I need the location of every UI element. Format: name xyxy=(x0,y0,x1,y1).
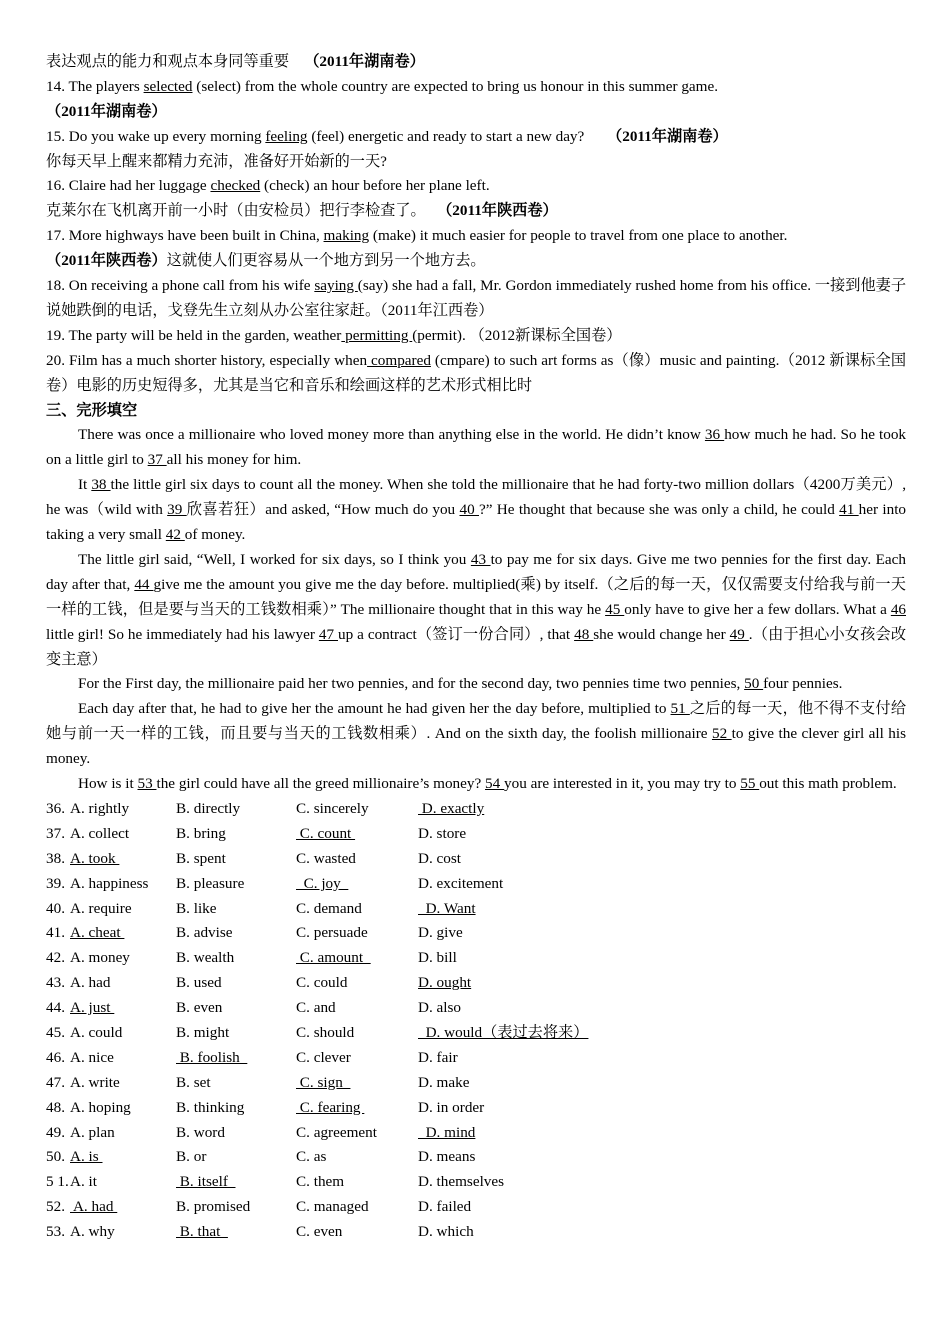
question-14 xyxy=(46,75,906,100)
passage-text: 之后的每一天，他不得不支付给她与前一天一样的工钱，而且要与当天的工钱数相乘）. And on the sixth day, the foolish millionaire xyxy=(46,700,907,743)
option-choice: B. word xyxy=(176,1123,225,1141)
question-text: (select) from the whole country are expected to bring us honour in this summer game. xyxy=(192,77,719,95)
source-tag: （2011年陕西卷） xyxy=(46,252,167,270)
blank-38: 38 xyxy=(91,476,111,494)
passage-text: all his money for him. xyxy=(166,451,302,469)
option-choice: A. happiness xyxy=(70,874,149,892)
blank-54: 54 xyxy=(485,775,505,793)
option-number: 47. xyxy=(46,1073,69,1091)
intro-line xyxy=(46,50,906,75)
translation-line xyxy=(46,150,906,175)
question-text: 18. On receiving a phone call from his wife xyxy=(46,277,315,295)
option-choice: B. wealth xyxy=(176,949,235,967)
blank-52: 52 xyxy=(711,725,732,743)
option-choice: C. persuade xyxy=(296,924,368,942)
option-choice: D. make xyxy=(418,1073,470,1091)
option-choice: C. clever xyxy=(296,1048,351,1066)
passage-text: to give the clever girl all his money. xyxy=(46,725,906,768)
answer-blank: feeling xyxy=(265,127,308,145)
passage-paragraph-5 xyxy=(46,697,906,772)
option-choice: D. which xyxy=(418,1223,474,1241)
option-choice: D. means xyxy=(418,1148,476,1166)
option-number: 48. xyxy=(46,1098,69,1116)
passage-text: only have to give her a few dollars. What a xyxy=(624,600,891,618)
blank-48: 48 xyxy=(574,625,594,643)
translation-text: 这就使人们更容易从一个地方到另一个地方去。 xyxy=(166,252,486,270)
option-choice: A. plan xyxy=(70,1123,115,1141)
option-number: 46. xyxy=(46,1048,69,1066)
option-answer: D. Want xyxy=(418,899,476,917)
source-tag: （2011年湖南卷） xyxy=(46,102,167,120)
question-text: (cmpare) to such art forms as（像）music and painting.（2012 xyxy=(430,351,826,369)
option-choice: A. could xyxy=(70,1024,123,1042)
option-choice: B. directly xyxy=(176,800,241,818)
option-number: 42. xyxy=(46,949,69,967)
translation-text: 新课标全国卷）电影的历史短得多，尤其是当它和音乐和绘画这样的艺术形式相比时 xyxy=(46,351,907,394)
passage-text: you are interested in it, you may try to xyxy=(504,775,741,793)
option-row xyxy=(46,1071,906,1096)
option-row xyxy=(46,1096,906,1121)
question-text: 19. The party will be held in the garden, weather xyxy=(46,326,342,344)
option-row xyxy=(46,1145,906,1170)
question-19 xyxy=(46,324,906,349)
option-number: 50. xyxy=(46,1148,69,1166)
passage-text: to pay me for six days. Give me two pennies for the first day. Each day after that, xyxy=(46,550,906,593)
source-tag: （2011年陕西卷） xyxy=(437,202,558,220)
option-choice: A. hoping xyxy=(70,1098,131,1116)
blank-42: 42 xyxy=(165,526,185,544)
question-text: (say) she had a fall, Mr. Gordon immediately rushed home from his xyxy=(357,277,769,295)
options-list xyxy=(46,797,906,1245)
passage-text: the little girl six days to count all the money. When she told the millionaire that he had forty-two million dollars（4200万美元）, he was（wild with xyxy=(46,476,906,519)
option-row xyxy=(46,822,906,847)
option-answer: A. is xyxy=(70,1148,103,1166)
question-text: office. xyxy=(772,277,812,295)
blank-36: 36 xyxy=(704,426,725,444)
option-row xyxy=(46,946,906,971)
blank-45: 45 xyxy=(605,600,625,618)
passage-text: Each day after that, he had to give her the amount he had given her the day before, multiplied to xyxy=(78,700,671,718)
question-text: 14. The players xyxy=(46,77,144,95)
option-choice: A. require xyxy=(70,899,132,917)
option-choice: C. agreement xyxy=(296,1123,377,1141)
option-answer: C. joy xyxy=(296,874,349,892)
option-number: 43. xyxy=(46,974,69,992)
question-text: (feel) energetic and ready to start a new day? xyxy=(307,127,585,145)
option-choice: B. used xyxy=(176,974,222,992)
passage-text: out this math problem. xyxy=(759,775,897,793)
option-choice: D. store xyxy=(418,824,467,842)
question-16 xyxy=(46,174,906,199)
option-choice: A. it xyxy=(70,1173,98,1191)
answer-blank: checked xyxy=(210,177,261,195)
passage-paragraph-3 xyxy=(46,548,906,673)
option-row xyxy=(46,797,906,822)
option-answer: C. count xyxy=(296,824,356,842)
option-choice: D. cost xyxy=(418,849,462,867)
option-choice: A. had xyxy=(70,974,111,992)
option-choice: C. could xyxy=(296,974,348,992)
option-choice: D. themselves xyxy=(418,1173,505,1191)
translation-line xyxy=(46,249,906,274)
passage-text: give me the amount you give me the day before. multiplied(乘) by itself.（之后的每一天，仅仅需要支付给我与前一天一样的工钱，但是要与当天的工钱数相乘）” The millionaire thought that in this way he xyxy=(46,575,906,618)
blank-41: 41 xyxy=(839,501,859,519)
question-20 xyxy=(46,349,906,399)
option-answer: A. had xyxy=(70,1198,118,1216)
question-15 xyxy=(46,125,906,150)
option-row xyxy=(46,1046,906,1071)
document-page xyxy=(46,50,906,1245)
option-choice: C. wasted xyxy=(296,849,356,867)
option-choice: B. even xyxy=(176,999,223,1017)
passage-paragraph-4 xyxy=(46,672,906,697)
passage-text: she would change her xyxy=(593,625,730,643)
blank-50: 50 xyxy=(744,675,764,693)
option-row xyxy=(46,1220,906,1245)
option-answer: D. mind xyxy=(418,1123,476,1141)
translation-text: 一接到他妻子说她跌倒的电话，戈登先生立刻从办公室往家赶。（2011年江西卷） xyxy=(46,277,907,319)
answer-blank: selected xyxy=(143,77,193,95)
passage-text: It xyxy=(78,476,92,494)
option-answer: A. just xyxy=(70,999,115,1017)
option-row xyxy=(46,1195,906,1220)
option-choice: C. even xyxy=(296,1223,343,1241)
passage-text: How is it xyxy=(78,775,138,793)
blank-55: 55 xyxy=(740,775,760,793)
option-number: 52. xyxy=(46,1198,65,1216)
option-answer: B. that xyxy=(176,1223,228,1241)
answer-blank: permitting xyxy=(341,326,413,344)
option-row xyxy=(46,921,906,946)
source-line xyxy=(46,100,906,125)
option-choice: C. and xyxy=(296,999,336,1017)
option-row xyxy=(46,897,906,922)
option-choice: C. them xyxy=(296,1173,345,1191)
option-choice: B. thinking xyxy=(176,1098,245,1116)
option-number: 37. xyxy=(46,824,69,842)
passage-text: her into taking a very small xyxy=(46,501,907,544)
option-number: 53. xyxy=(46,1223,69,1241)
blank-44: 44 xyxy=(134,575,154,593)
option-choice: B. or xyxy=(176,1148,207,1166)
blank-51: 51 xyxy=(670,700,690,718)
option-choice: A. collect xyxy=(70,824,130,842)
question-text: (check) an hour before her plane left. xyxy=(260,177,490,195)
passage-text: For the First day, the millionaire paid her two pennies, and for the second day, two pennies time two pennies, xyxy=(78,675,745,693)
option-number: 5 1. xyxy=(46,1173,73,1191)
option-row xyxy=(46,1021,906,1046)
option-choice: C. as xyxy=(296,1148,327,1166)
option-choice: D. also xyxy=(418,999,462,1017)
passage-text: little girl! So he immediately had his lawyer xyxy=(46,625,319,643)
option-row xyxy=(46,872,906,897)
source-tag: （2011年湖南卷） xyxy=(304,53,425,70)
blank-43: 43 xyxy=(470,550,491,568)
option-number: 45. xyxy=(46,1024,69,1042)
option-number: 39. xyxy=(46,874,69,892)
passage-text: 欣喜若狂）and asked, “How much do you xyxy=(186,501,460,519)
option-choice: A. rightly xyxy=(70,800,130,818)
blank-53: 53 xyxy=(137,775,157,793)
option-number: 44. xyxy=(46,999,69,1017)
option-choice: C. demand xyxy=(296,899,362,917)
option-answer: C. fearing xyxy=(296,1098,365,1116)
option-choice: D. in order xyxy=(418,1098,485,1116)
blank-40: 40 xyxy=(459,501,479,519)
blank-49: 49 xyxy=(729,625,749,643)
option-choice: D. excitement xyxy=(418,874,504,892)
question-text: 17. More highways have been built in China, xyxy=(46,227,324,245)
option-answer: A. took xyxy=(70,849,120,867)
translation-line xyxy=(46,199,906,224)
blank-46: 46 xyxy=(890,600,907,618)
option-answer: B. foolish xyxy=(176,1048,248,1066)
option-row xyxy=(46,1170,906,1195)
option-number: 49. xyxy=(46,1123,69,1141)
option-row xyxy=(46,847,906,872)
question-text: 20. Film has a much shorter history, especially when xyxy=(46,351,368,369)
blank-39: 39 xyxy=(167,501,187,519)
question-text: 15. Do you wake up every morning xyxy=(46,127,266,145)
option-choice: A. write xyxy=(70,1073,120,1091)
passage-text: ?” He thought that because she was only a child, he could xyxy=(479,501,840,519)
translation-text: 你每天早上醒来都精力充沛，准备好开始新的一天? xyxy=(46,152,387,170)
option-choice: B. promised xyxy=(176,1198,251,1216)
option-choice: C. should xyxy=(296,1024,355,1042)
passage-text: of money. xyxy=(184,526,246,544)
option-number: 40. xyxy=(46,899,69,917)
option-choice: A. why xyxy=(70,1223,115,1241)
option-choice: C. managed xyxy=(296,1198,369,1216)
option-choice: A. money xyxy=(70,949,130,967)
option-choice: B. set xyxy=(176,1073,211,1091)
option-choice: D. failed xyxy=(418,1198,472,1216)
passage-paragraph-1 xyxy=(46,423,906,473)
blank-37: 37 xyxy=(147,451,167,469)
question-text: (make) it much easier for people to travel from one place to another. xyxy=(369,227,788,245)
source-tag: （2011年湖南卷） xyxy=(607,127,728,145)
option-answer: D. exactly xyxy=(418,800,485,818)
passage-text: There was once a millionaire who loved money more than anything else in the world. He didn’t know xyxy=(78,426,705,444)
answer-blank: compared xyxy=(367,351,431,369)
answer-blank: making xyxy=(323,227,370,245)
option-answer: B. itself xyxy=(176,1173,236,1191)
option-choice: B. advise xyxy=(176,924,233,942)
passage-text: four pennies. xyxy=(763,675,843,693)
question-text: 16. Claire had her luggage xyxy=(46,177,211,195)
intro-text: 表达观点的能力和观点本身同等重要 xyxy=(46,53,289,70)
option-answer: C. amount xyxy=(296,949,371,967)
option-row xyxy=(46,1121,906,1146)
option-choice: B. pleasure xyxy=(176,874,245,892)
option-choice: D. fair xyxy=(418,1048,458,1066)
question-text: (permit). （2012新课标全国卷） xyxy=(412,326,622,344)
option-choice: B. bring xyxy=(176,824,226,842)
option-choice: B. might xyxy=(176,1024,230,1042)
answer-blank: saying xyxy=(314,277,358,295)
blank-47: 47 xyxy=(318,625,338,643)
option-answer: D. ought xyxy=(418,974,472,992)
option-number: 41. xyxy=(46,924,69,942)
option-answer: D. would（表过去将来） xyxy=(418,1024,589,1042)
passage-text: .（由于担心小女孩会改变主意） xyxy=(46,625,907,668)
passage-text: The little girl said, “Well, I worked for six days, so I think you xyxy=(78,550,471,568)
option-row xyxy=(46,996,906,1021)
option-answer: C. sign xyxy=(296,1073,351,1091)
option-choice: D. bill xyxy=(418,949,457,967)
passage-text: the girl could have all the greed millionaire’s money? xyxy=(156,775,486,793)
option-row xyxy=(46,971,906,996)
question-18 xyxy=(46,274,906,324)
option-choice: A. nice xyxy=(70,1048,114,1066)
question-17 xyxy=(46,224,906,249)
option-number: 38. xyxy=(46,849,69,867)
passage-paragraph-2 xyxy=(46,473,906,548)
option-choice: B. like xyxy=(176,899,217,917)
passage-text: up a contract（签订一份合同）, that xyxy=(338,625,575,643)
option-choice: B. spent xyxy=(176,849,226,867)
option-answer: A. cheat xyxy=(70,924,125,942)
option-choice: C. sincerely xyxy=(296,800,369,818)
passage-paragraph-6 xyxy=(46,772,906,797)
passage-text: how much he had. So he took on a little girl to xyxy=(46,426,907,469)
option-choice: D. give xyxy=(418,924,463,942)
option-number: 36. xyxy=(46,800,69,818)
section-title: 三、完形填空 xyxy=(46,401,138,419)
translation-text: 克莱尔在飞机离开前一小时（由安检员）把行李检查了。 xyxy=(46,202,426,220)
